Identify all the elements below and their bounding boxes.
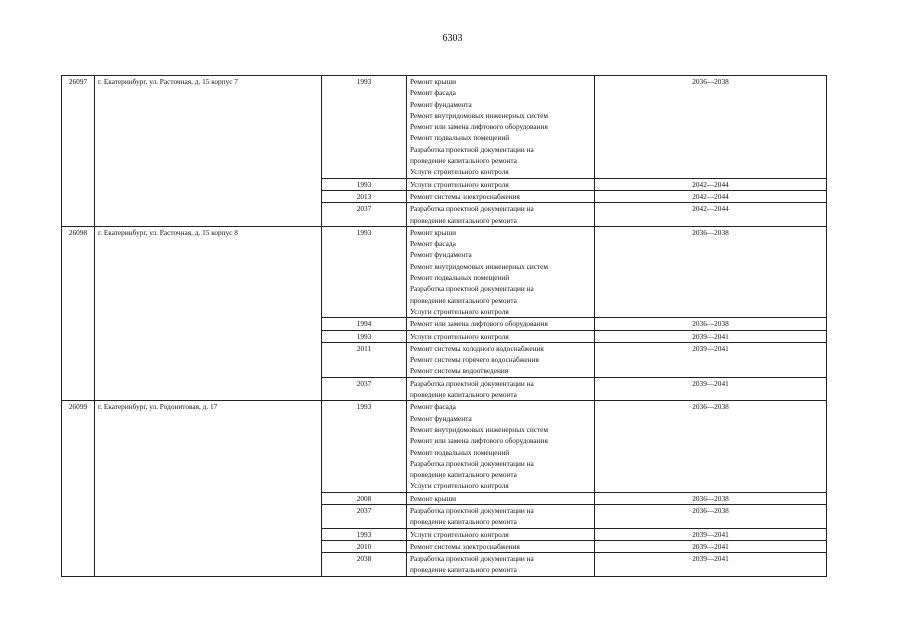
period-cell: 2039—2041 — [595, 553, 827, 577]
period-cell: 2042—2044 — [595, 203, 827, 227]
work-item: Ремонт фасада — [410, 402, 456, 412]
works-cell — [407, 553, 595, 577]
works-cell — [407, 318, 595, 330]
year-cell: 2008 — [322, 492, 407, 504]
work-item: Ремонт крыши — [410, 227, 457, 237]
works-cell — [407, 492, 595, 504]
work-item: Ремонт системы горячего водоснабжения — [410, 355, 539, 365]
building-address: г. Екатеринбург, ул. Родонитовая, д. 17 — [95, 401, 322, 576]
work-item: Разработка проектной документации на — [410, 284, 534, 294]
work-item: Ремонт или замена лифтового оборудования — [410, 436, 548, 446]
work-item: Услуги строительного контроля — [410, 481, 509, 491]
work-item: Услуги строительного контроля — [410, 167, 509, 177]
work-item: Услуги строительного контроля — [410, 179, 509, 189]
building-address: г. Екатеринбург, ул. Расточная, д. 15 корпус 7 — [95, 76, 322, 227]
period-cell: 2039—2041 — [595, 540, 827, 552]
work-item: Ремонт крыши — [410, 493, 457, 503]
work-item: Разработка проектной документации на — [410, 554, 534, 564]
work-item: Разработка проектной документации на — [410, 144, 534, 154]
year-cell: 1993 — [322, 401, 407, 492]
work-item: Ремонт или замена лифтового оборудования — [410, 122, 548, 132]
period-cell: 2042—2044 — [595, 178, 827, 190]
works-cell — [407, 226, 595, 317]
works-cell — [407, 178, 595, 190]
work-item: Разработка проектной документации на — [410, 204, 534, 214]
work-item: Ремонт фасада — [410, 239, 456, 249]
work-item: Ремонт внутридомовых инженерных систем — [410, 424, 549, 434]
work-item: Ремонт фундамента — [410, 250, 472, 260]
year-cell: 2011 — [322, 342, 407, 377]
work-item: проведение капитального ремонта — [410, 470, 517, 480]
building-address: г. Екатеринбург, ул. Расточная, д. 15 корпус 8 — [95, 226, 322, 400]
period-cell: 2039—2041 — [595, 330, 827, 342]
work-item: Ремонт подвальных помещений — [410, 447, 510, 457]
year-cell: 1993 — [322, 330, 407, 342]
work-item: Ремонт подвальных помещений — [410, 273, 510, 283]
period-cell: 2039—2041 — [595, 342, 827, 377]
building-number: 26098 — [62, 226, 95, 400]
building-number: 26097 — [62, 76, 95, 227]
work-item: Ремонт фундамента — [410, 413, 472, 423]
works-cell — [407, 377, 595, 401]
period-cell: 2036—2038 — [595, 504, 827, 528]
work-item: проведение капитального ремонта — [410, 295, 517, 305]
work-item: проведение капитального ремонта — [410, 565, 517, 575]
works-cell — [407, 190, 595, 202]
building-number: 26099 — [62, 401, 95, 576]
work-item: Разработка проектной документации на — [410, 378, 534, 388]
year-cell: 1993 — [322, 226, 407, 317]
work-item: Ремонт системы водоотведения — [410, 366, 509, 376]
page-number: 6303 — [442, 33, 463, 44]
period-cell: 2036—2038 — [595, 318, 827, 330]
year-cell: 2037 — [322, 203, 407, 227]
work-item: проведение капитального ремонта — [410, 517, 517, 527]
work-item: Разработка проектной документации на — [410, 505, 534, 515]
year-cell: 2013 — [322, 190, 407, 202]
work-item: Ремонт внутридомовых инженерных систем — [410, 261, 549, 271]
table-row — [62, 226, 827, 317]
works-cell — [407, 540, 595, 552]
work-item: Ремонт фундамента — [410, 99, 472, 109]
work-item: Ремонт крыши — [410, 77, 457, 86]
period-cell: 2036—2038 — [595, 76, 827, 179]
period-cell: 2036—2038 — [595, 492, 827, 504]
work-item: Разработка проектной документации на — [410, 458, 534, 468]
work-item: Ремонт внутридомовых инженерных систем — [410, 110, 549, 120]
period-cell: 2036—2038 — [595, 401, 827, 492]
table-row — [62, 401, 827, 492]
work-item: проведение капитального ремонта — [410, 215, 517, 225]
works-cell — [407, 76, 595, 179]
work-item: Ремонт или замена лифтового оборудования — [410, 319, 548, 329]
year-cell: 1993 — [322, 76, 407, 179]
period-cell: 2039—2041 — [595, 528, 827, 540]
year-cell: 1994 — [322, 318, 407, 330]
works-cell — [407, 203, 595, 227]
works-cell — [407, 330, 595, 342]
repair-schedule-table — [61, 75, 827, 577]
works-cell — [407, 342, 595, 377]
work-item: Ремонт системы холодного водоснабжения — [410, 343, 544, 353]
works-cell — [407, 504, 595, 528]
year-cell: 1993 — [322, 528, 407, 540]
work-item: проведение капитального ремонта — [410, 390, 517, 400]
year-cell: 2037 — [322, 377, 407, 401]
work-item: Услуги строительного контроля — [410, 529, 509, 539]
table-row — [62, 76, 827, 179]
year-cell: 1993 — [322, 178, 407, 190]
works-cell — [407, 401, 595, 492]
year-cell: 2037 — [322, 504, 407, 528]
work-item: Ремонт подвальных помещений — [410, 133, 510, 143]
work-item: Ремонт системы электроснабжения — [410, 191, 520, 201]
work-item: Ремонт фасада — [410, 88, 456, 98]
work-item: проведение капитального ремонта — [410, 156, 517, 166]
year-cell: 2010 — [322, 540, 407, 552]
year-cell: 2038 — [322, 553, 407, 577]
period-cell: 2042—2044 — [595, 190, 827, 202]
period-cell: 2039—2041 — [595, 377, 827, 401]
works-cell — [407, 528, 595, 540]
period-cell: 2036—2038 — [595, 226, 827, 317]
work-item: Ремонт системы электроснабжения — [410, 541, 520, 551]
work-item: Услуги строительного контроля — [410, 306, 509, 316]
work-item: Услуги строительного контроля — [410, 331, 509, 341]
